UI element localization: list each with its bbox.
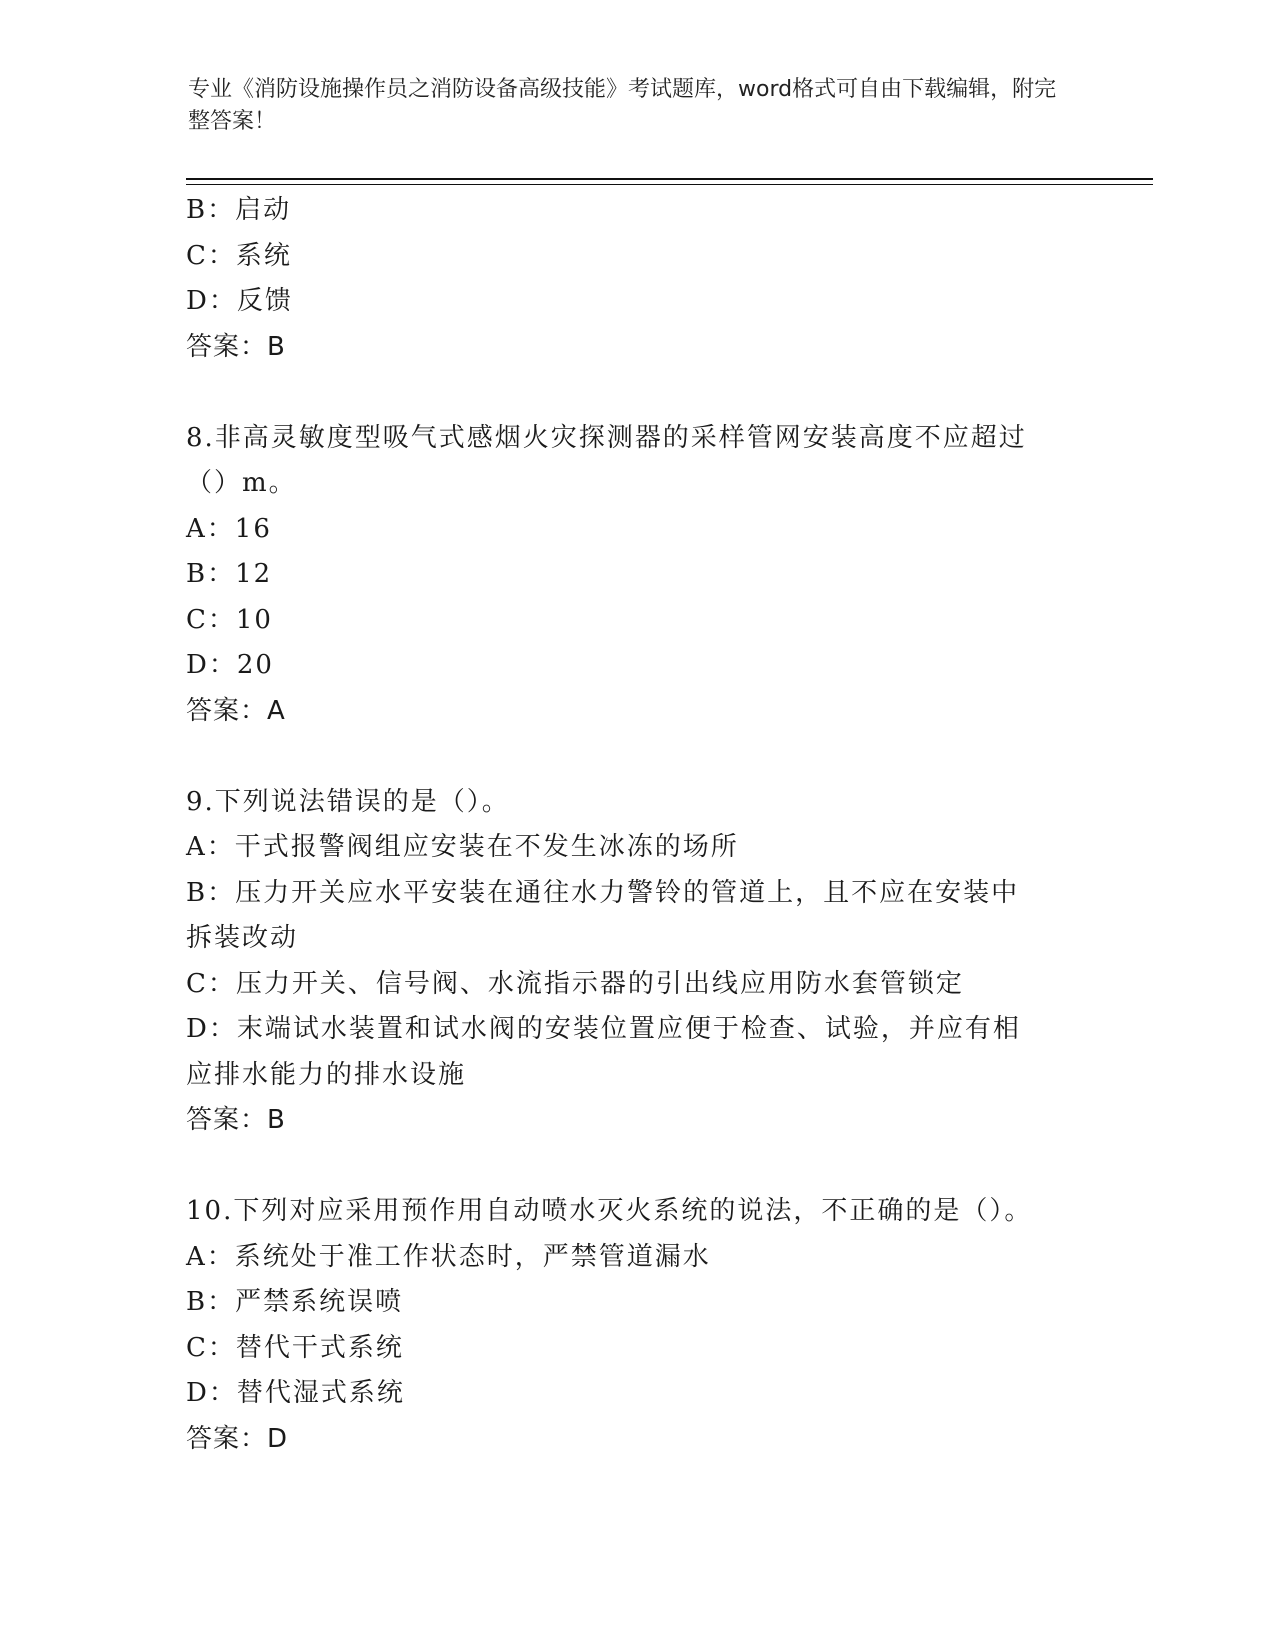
- header-rule-thick: [186, 178, 1153, 180]
- question-10: [186, 1189, 1086, 1462]
- option-b: B：压力开关应水平安装在通往水力警铃的管道上，且不应在安装中拆装改动: [186, 877, 1020, 953]
- question-content: [186, 188, 1086, 1462]
- option-a: A：16: [186, 513, 272, 544]
- option-a: A：干式报警阀组应安装在不发生冰冻的场所: [186, 832, 739, 862]
- option-c: C：系统: [186, 240, 292, 271]
- answer-line: 答案：B: [186, 331, 286, 362]
- question-stem: 9.下列说法错误的是（）。: [186, 786, 510, 817]
- question-stem: 10.下列对应采用预作用自动喷水灭火系统的说法，不正确的是（）。: [186, 1196, 1033, 1226]
- option-d: D：反馈: [186, 286, 293, 316]
- question-8: [186, 416, 1086, 735]
- document-header: 专业《消防设施操作员之消防设备高级技能》考试题库，word格式可自由下载编辑，附完整答案！: [188, 77, 1057, 134]
- option-d: D：20: [186, 650, 274, 680]
- option-c: C：压力开关、信号阀、水流指示器的引出线应用防水套管锁定: [186, 968, 964, 999]
- answer-line: 答案：B: [186, 1105, 286, 1135]
- option-c: C：10: [186, 604, 273, 635]
- answer-line: 答案：A: [186, 695, 286, 726]
- question-stem: 8.非高灵敏度型吸气式感烟火灾探测器的采样管网安装高度不应超过（）m。: [186, 422, 1027, 498]
- option-d: D：替代湿式系统: [186, 1378, 405, 1408]
- option-a: A：系统处于准工作状态时，严禁管道漏水: [186, 1241, 711, 1272]
- option-b: B：严禁系统误喷: [186, 1287, 404, 1317]
- option-d: D：末端试水装置和试水阀的安装位置应便于检查、试验，并应有相应排水能力的排水设施: [186, 1014, 1021, 1090]
- option-b: B：启动: [186, 195, 292, 225]
- header-rule-thin: [186, 184, 1153, 185]
- option-b: B：12: [186, 559, 273, 589]
- option-c: C：替代干式系统: [186, 1332, 404, 1363]
- answer-line: 答案：D: [186, 1423, 289, 1454]
- question-9: [186, 780, 1086, 1144]
- prev-question-block: [186, 188, 1086, 370]
